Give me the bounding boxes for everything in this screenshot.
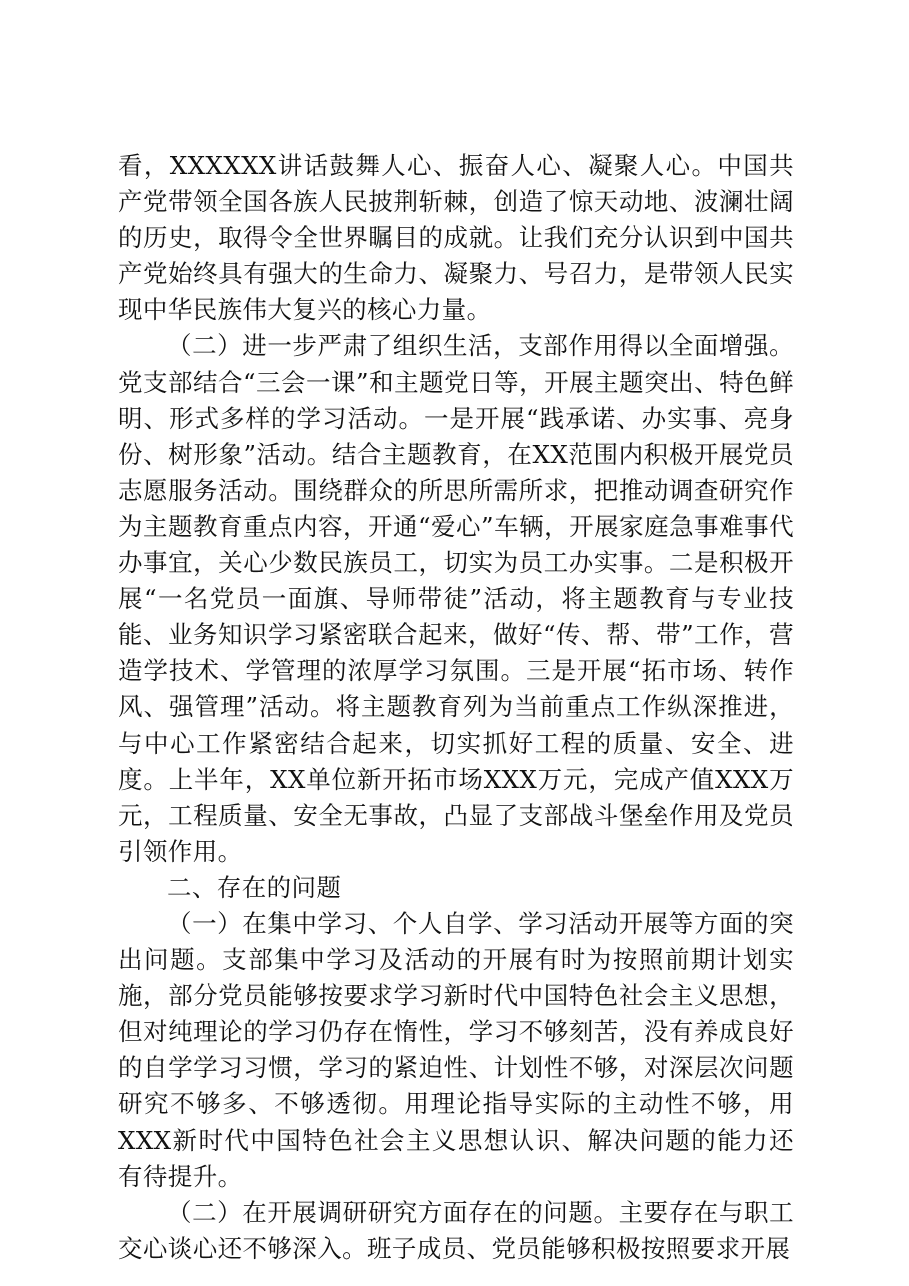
document-body	[118, 148, 794, 1267]
paragraph-research-problems: （二）在开展调研研究方面存在的问题。主要存在与职工交心谈心还不够深入。班子成员、党员能够积极按照要求开展	[118, 1197, 794, 1263]
paragraph-organizational-life: （二）进一步严肃了组织生活，支部作用得以全面增强。党支部结合“三会一课”和主题党日等，开展主题突出、特色鲜明、形式多样的学习活动。一是开展“践承诺、办实事、亮身份、树形象”活动。结合主题教育，在XX范围内积极开展党员志愿服务活动。围绕群众的所思所需所求，把推动调查研究作为主题教育重点内容，开通“爱心”车辆，开展家庭急事难事代办事宜，关心少数民族员工，切实为员工办实事。二是积极开展“一名党员一面旗、导师带徒”活动，将主题教育与专业技能、业务知识学习紧密联合起来，做好“传、帮、带”工作，营造学技术、学管理的浓厚学习氛围。三是开展“拓市场、转作风、强管理”活动。将主题教育列为当前重点工作纵深推进，与中心工作紧密结合起来，切实抓好工程的质量、安全、进度。上半年，XX单位新开拓市场XXX万元，完成产值XXX万元，工程质量、安全无事故，凸显了支部战斗堡垒作用及党员引领作用。	[118, 331, 794, 866]
paragraph-study-problems: （一）在集中学习、个人自学、学习活动开展等方面的突出问题。支部集中学习及活动的开展有时为按照前期计划实施，部分党员能够按要求学习新时代中国特色社会主义思想，但对纯理论的学习仍存在惰性，学习不够刻苦，没有养成良好的自学学习习惯，学习的紧迫性、计划性不够，对深层次问题研究不够多、不够透彻。用理论指导实际的主动性不够，用XXX新时代中国特色社会主义思想认识、解决问题的能力还有待提升。	[118, 908, 794, 1191]
section-heading-problems: 二、存在的问题	[167, 872, 342, 902]
paragraph-continuation: 看，XXXXXX讲话鼓舞人心、振奋人心、凝聚人心。中国共产党带领全国各族人民披荆斩棘，创造了惊天动地、波澜壮阔的历史，取得令全世界瞩目的成就。让我们充分认识到中国共产党始终具有强大的生命力、凝聚力、号召力，是带领人民实现中华民族伟大复兴的核心力量。	[118, 151, 794, 325]
